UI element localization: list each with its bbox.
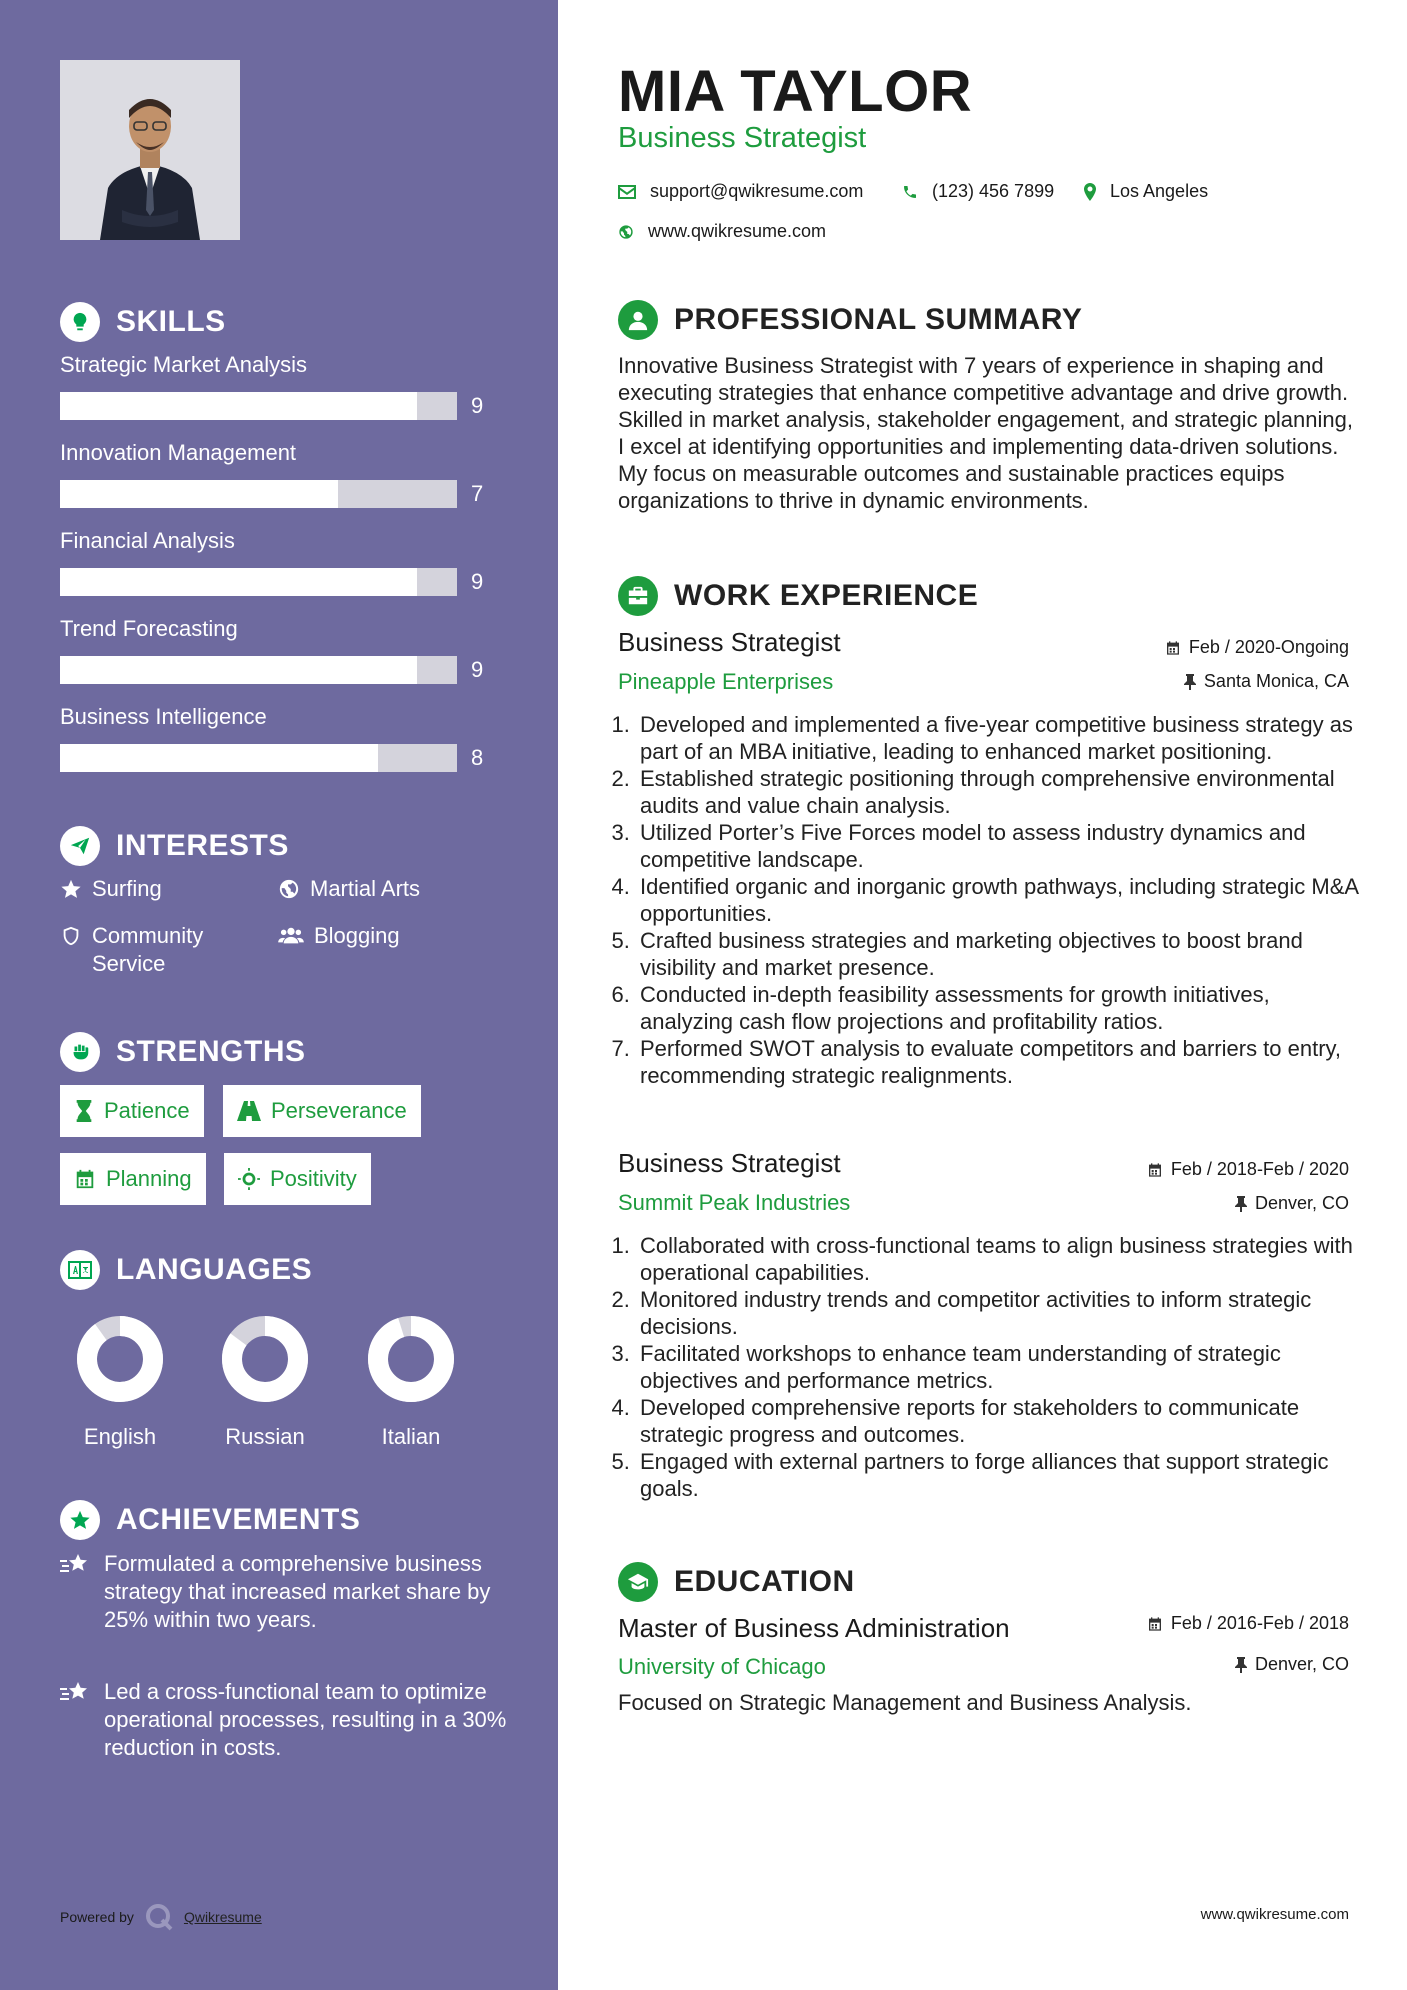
- languages-heading: LANGUAGES: [60, 1250, 312, 1290]
- language-donut: [368, 1316, 454, 1402]
- skill-bar: [60, 480, 457, 508]
- job-title: Business Strategist: [618, 627, 841, 657]
- qwikresume-logo-icon: [144, 1902, 174, 1932]
- calendar-icon: [74, 1168, 96, 1190]
- star-icon: [60, 878, 82, 900]
- duty-item: 3. Facilitated workshops to enhance team understanding of strategic objectives and performance metrics.: [636, 1340, 1366, 1394]
- contact-location: Los Angeles: [1084, 181, 1208, 202]
- calendar-icon: [1165, 640, 1181, 656]
- language-item: [351, 1316, 471, 1450]
- language-name: Russian: [225, 1424, 305, 1449]
- language-icon: [60, 1250, 100, 1290]
- calendar-icon: [1147, 1616, 1163, 1632]
- interest-item: Surfing: [60, 875, 162, 903]
- paper-plane-icon: [60, 826, 100, 866]
- duty-item: 4. Developed comprehensive reports for stakeholders to communicate strategic progress and outcomes.: [636, 1394, 1366, 1448]
- skill-name: Financial Analysis: [60, 528, 235, 553]
- job-duties: [612, 711, 1366, 1089]
- strength-badge: Perseverance: [223, 1085, 421, 1137]
- language-donut: [222, 1316, 308, 1402]
- globe-icon: [278, 878, 300, 900]
- skill-item: [60, 352, 500, 420]
- job-company: Pineapple Enterprises: [618, 669, 834, 694]
- skill-bar-fill: [60, 392, 417, 420]
- briefcase-icon: [618, 576, 658, 616]
- skill-value: 8: [471, 745, 484, 770]
- strengths-heading: STRENGTHS: [60, 1032, 306, 1072]
- envelope-icon: [618, 185, 636, 199]
- skill-bar: [60, 392, 457, 420]
- graduation-cap-icon: [618, 1562, 658, 1602]
- job-company: Summit Peak Industries: [618, 1190, 851, 1215]
- fist-icon: [60, 1032, 100, 1072]
- qwikresume-link[interactable]: Qwikresume: [183, 1909, 262, 1925]
- contact-email: support@qwikresume.com: [618, 181, 863, 202]
- hourglass-icon: [74, 1100, 94, 1122]
- duty-item: 7. Performed SWOT analysis to evaluate competitors and barriers to entry, recommending strategic realignments.: [636, 1035, 1366, 1089]
- interest-item: Blogging: [278, 922, 400, 950]
- job-duties: [612, 1232, 1366, 1502]
- shooting-star-icon: [60, 1552, 92, 1576]
- candidate-name: MIA TAYLOR: [618, 59, 973, 124]
- strength-badge: Planning: [60, 1153, 206, 1205]
- education-description: Focused on Strategic Management and Business Analysis.: [618, 1690, 1192, 1715]
- sidebar: [0, 0, 558, 1990]
- language-donut: [77, 1316, 163, 1402]
- job-location: Santa Monica, CA: [1184, 671, 1349, 692]
- skill-value: 7: [471, 481, 484, 506]
- job-dates: Feb / 2018-Feb / 2020: [1147, 1159, 1349, 1180]
- strength-badge: Patience: [60, 1085, 204, 1137]
- globe-icon: [618, 224, 634, 240]
- contact-phone: (123) 456 7899: [902, 181, 1054, 202]
- skill-value: 9: [471, 569, 484, 594]
- language-item: [205, 1316, 325, 1450]
- interest-item: Martial Arts: [278, 875, 420, 903]
- education-dates: Feb / 2016-Feb / 2018: [1147, 1613, 1349, 1634]
- skill-value: 9: [471, 393, 484, 418]
- degree-title: Master of Business Administration: [618, 1613, 1010, 1643]
- phone-icon: [902, 184, 918, 200]
- pushpin-icon: [1184, 674, 1196, 690]
- map-pin-icon: [1084, 183, 1096, 201]
- calendar-icon: [1147, 1162, 1163, 1178]
- duty-item: 1. Collaborated with cross-functional teams to align business strategies with operational capabilities.: [636, 1232, 1366, 1286]
- contact-website[interactable]: www.qwikresume.com: [618, 221, 826, 242]
- skill-bar: [60, 568, 457, 596]
- skill-value: 9: [471, 657, 484, 682]
- road-icon: [237, 1101, 261, 1121]
- skill-bar-fill: [60, 480, 338, 508]
- skill-name: Innovation Management: [60, 440, 297, 465]
- users-icon: [278, 925, 304, 947]
- achievement-text: Formulated a comprehensive business strategy that increased market share by 25% within two years.: [104, 1551, 491, 1632]
- school-name: University of Chicago: [618, 1654, 826, 1679]
- skill-name: Trend Forecasting: [60, 616, 238, 641]
- skill-bar-fill: [60, 744, 378, 772]
- duty-item: 2. Established strategic positioning through comprehensive environmental audits and value chain analysis.: [636, 765, 1366, 819]
- job-dates: Feb / 2020-Ongoing: [1165, 637, 1349, 658]
- skill-bar: [60, 656, 457, 684]
- pushpin-icon: [1235, 1196, 1247, 1212]
- skill-name: Strategic Market Analysis: [60, 352, 307, 377]
- pushpin-icon: [1235, 1657, 1247, 1673]
- shooting-star-icon: [60, 1680, 92, 1704]
- candidate-role: Business Strategist: [618, 122, 867, 154]
- job-title: Business Strategist: [618, 1148, 841, 1178]
- interests-heading: INTERESTS: [60, 826, 289, 866]
- sun-icon: [238, 1168, 260, 1190]
- skill-name: Business Intelligence: [60, 704, 267, 729]
- duty-item: 4. Identified organic and inorganic growth pathways, including strategic M&A opportunities.: [636, 873, 1366, 927]
- education-heading: EDUCATION: [618, 1562, 855, 1602]
- language-item: [60, 1316, 180, 1450]
- profile-photo: [60, 60, 240, 240]
- interest-item: Community Service: [60, 922, 230, 978]
- achievement-item: [60, 1550, 510, 1634]
- duty-item: 5. Engaged with external partners to forge alliances that support strategic goals.: [636, 1448, 1366, 1502]
- job-location: Denver, CO: [1235, 1193, 1349, 1214]
- achievement-text: Led a cross-functional team to optimize operational processes, resulting in a 30% reduction in costs.: [104, 1679, 507, 1760]
- duty-item: 3. Utilized Porter’s Five Forces model to assess industry dynamics and competitive landscape.: [636, 819, 1366, 873]
- skill-bar-fill: [60, 568, 417, 596]
- duty-item: 6. Conducted in-depth feasibility assessments for growth initiatives, analyzing cash flow projections and profitability ratios.: [636, 981, 1366, 1035]
- summary-heading: PROFESSIONAL SUMMARY: [618, 300, 1082, 340]
- duty-item: 5. Crafted business strategies and marketing objectives to boost brand visibility and market presence.: [636, 927, 1366, 981]
- powered-by: Powered by Qwikresume: [60, 1902, 262, 1932]
- strength-badge: Positivity: [224, 1153, 371, 1205]
- duty-item: 1. Developed and implemented a five-year competitive business strategy as part of an MBA initiative, leading to enhanced market positioning.: [636, 711, 1366, 765]
- skills-heading: SKILLS: [60, 302, 226, 342]
- education-location: Denver, CO: [1235, 1654, 1349, 1675]
- language-name: English: [83, 1424, 157, 1449]
- skill-item: [60, 440, 500, 508]
- skill-item: [60, 528, 500, 596]
- language-name: Italian: [381, 1424, 441, 1449]
- work-heading: WORK EXPERIENCE: [618, 576, 978, 616]
- skill-item: [60, 704, 500, 772]
- user-icon: [618, 300, 658, 340]
- summary-text: Innovative Business Strategist with 7 years of experience in shaping and executing strategies that enhance competitive advantage and drive growth. Skilled in market analysis, stakeholder engagement, and strategic planning, I excel at identifying opportunities and implementing data-driven solutions. My focus on measurable outcomes and sustainable practices equips organizations to thrive in dynamic environments.: [618, 353, 1353, 513]
- award-star-icon: [60, 1500, 100, 1540]
- achievements-heading: ACHIEVEMENTS: [60, 1500, 360, 1540]
- skill-bar-fill: [60, 656, 417, 684]
- shield-icon: [60, 925, 82, 947]
- achievement-item: [60, 1678, 510, 1762]
- duty-item: 2. Monitored industry trends and competitor activities to inform strategic decisions.: [636, 1286, 1366, 1340]
- skill-item: [60, 616, 500, 684]
- skill-bar: [60, 744, 457, 772]
- footer-url[interactable]: www.qwikresume.com: [1200, 1906, 1349, 1923]
- lightbulb-icon: [60, 302, 100, 342]
